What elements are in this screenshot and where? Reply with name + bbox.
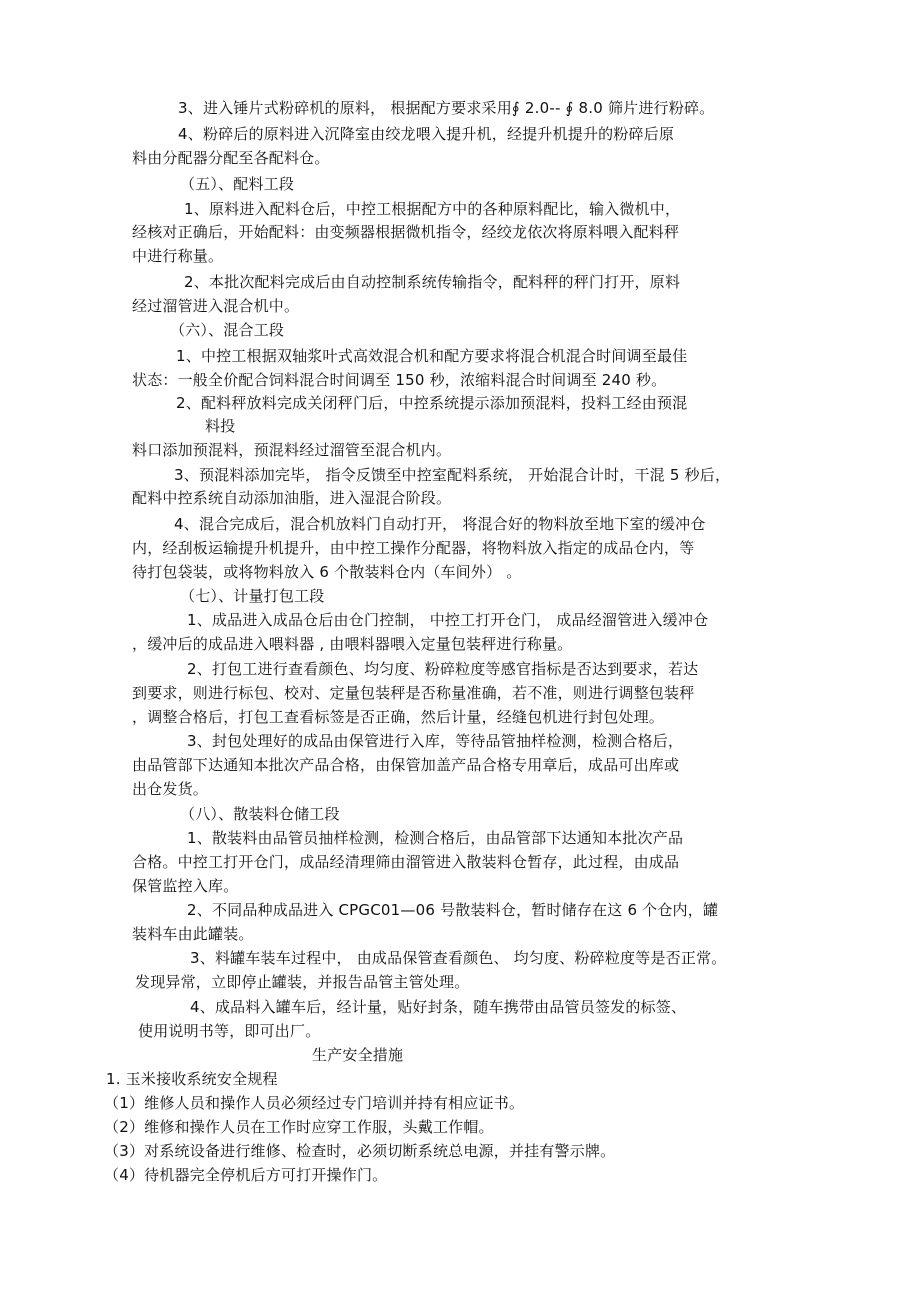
text-line: 4、粉碎后的原料进入沉降室由绞龙喂入提升机，经提升机提升的粉碎后原 [178, 125, 675, 143]
text-line: ，缓冲后的成品进入喂料器 , 由喂料器喂入定量包装秤进行称量。 [132, 635, 573, 653]
text-line: 料投 [205, 417, 236, 435]
text-line: 使用说明书等，即可出厂。 [138, 1022, 321, 1040]
text-line: 3、预混料添加完毕， 指令反馈至中控室配料系统， 开始混合计时，干混 5 秒后， [174, 466, 731, 484]
document-subtitle: 生产安全措施 [312, 1046, 404, 1064]
text-line: 保管监控入库。 [132, 877, 239, 895]
text-line: 2、配料秤放料完成关闭秤门后，中控系统提示添加预混料，投料工经由预混 [176, 394, 688, 412]
text-line: 3、料罐车装车过程中， 由成品保管查看颜色、 均匀度、粉碎粒度等是否正常。 [190, 949, 727, 967]
text-line: 由品管部下达通知本批次产品合格，由保管加盖产品合格专用章后，成品可出库或 [132, 756, 680, 774]
text-line: 料口添加预混料，预混料经过溜管至混合机内。 [132, 441, 452, 459]
text-line: 装料车由此罐装。 [132, 925, 254, 943]
text-line: 1、散装料由品管员抽样检测，检测合格后，由品管部下达通知本批次产品 [187, 829, 684, 847]
section-heading: （六）、混合工段 [170, 321, 285, 339]
text-line: 料由分配器分配至各配料仓。 [132, 149, 330, 167]
text-line: 中进行称量。 [132, 247, 224, 265]
section-heading: （八）、散装料仓储工段 [180, 805, 340, 823]
text-line: 4、混合完成后，混合机放料门自动打开， 将混合好的物料放至地下室的缓冲仓 [174, 515, 706, 533]
text-line: ，调整合格后，打包工查看标签是否正确，然后计量，经缝包机进行封包处理。 [132, 708, 665, 726]
text-line: 出仓发货。 [132, 780, 209, 798]
text-line: 2、不同品种成品进入 CPGC01—06 号散装料仓，暂时储存在这 6 个仓内，罐 [187, 901, 719, 919]
text-line: 内，经刮板运输提升机提升，由中控工操作分配器，将物料放入指定的成品仓内，等 [132, 539, 695, 557]
text-line: 到要求，则进行标包、校对、定量包装秤是否称量准确，若不准，则进行调整包装秤 [132, 684, 695, 702]
section-heading: （五）、配料工段 [180, 175, 295, 193]
text-line: 1、中控工根据双轴浆叶式高效混合机和配方要求将混合机混合时间调至最佳 [176, 347, 688, 365]
section-heading: （七）、计量打包工段 [180, 587, 325, 605]
list-item: （2）维修和操作人员在工作时应穿工作服，头戴工作帽。 [104, 1118, 494, 1136]
numbered-heading: 1. 玉米接收系统安全规程 [106, 1070, 278, 1088]
text-line: 4、成品料入罐车后，经计量，贴好封条，随车携带由品管员签发的标签、 [190, 998, 687, 1016]
text-line: 合格。中控工打开仓门，成品经清理筛由溜管进入散装料仓暂存，此过程，由成品 [132, 853, 680, 871]
text-line: 2、打包工进行查看颜色、均匀度、粉碎粒度等感官指标是否达到要求，若达 [187, 660, 699, 678]
text-line: 发现异常，立即停止罐装，并报告品管主管处理。 [135, 973, 470, 991]
text-line: 2、本批次配料完成后由自动控制系统传输指令，配料秤的秤门打开，原料 [184, 273, 681, 291]
text-line: 配料中控系统自动添加油脂，进入湿混合阶段。 [132, 489, 452, 507]
text-line: 状态：一般全价配合饲料混合时间调至 150 秒，浓缩料混合时间调至 240 秒。 [132, 371, 667, 389]
text-line: 经核对正确后，开始配料：由变频器根据微机指令，经绞龙依次将原料喂入配料秤 [132, 223, 680, 241]
text-line: 经过溜管进入混合机中。 [132, 297, 300, 315]
text-line: 1、成品进入成品仓后由仓门控制， 中控工打开仓门， 成品经溜管进入缓冲仓 [187, 611, 709, 629]
text-line: 待打包袋装，或将物料放入 6 个散装料仓内（车间外） 。 [132, 563, 522, 581]
list-item: （4）待机器完全停机后方可打开操作门。 [104, 1166, 388, 1184]
list-item: （3）对系统设备进行维修、检查时，必须切断系统总电源，并挂有警示牌。 [104, 1142, 616, 1160]
text-line: 3、进入锤片式粉碎机的原料， 根据配方要求采用∮ 2.0-- ∮ 8.0 筛片进行粉碎。 [178, 99, 715, 117]
text-line: 1、原料进入配料仓后，中控工根据配方中的各种原料配比，输入微机中， [184, 200, 681, 218]
text-line: 3、封包处理好的成品由保管进行入库，等待品管抽样检测，检测合格后， [187, 732, 684, 750]
list-item: （1）维修人员和操作人员必须经过专门培训并持有相应证书。 [104, 1094, 525, 1112]
